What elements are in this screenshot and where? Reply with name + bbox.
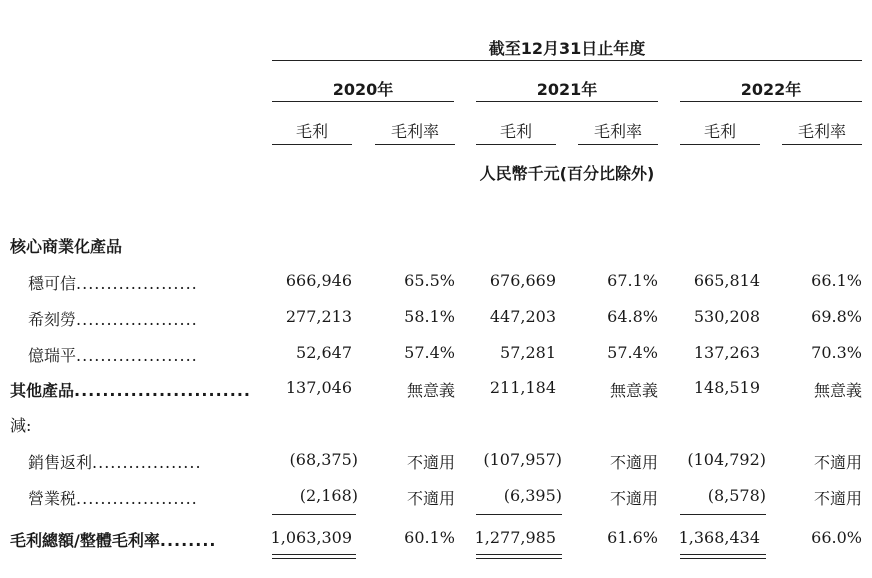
row-label: 希刻勞.................... [28,310,198,329]
table-cell: 52,647 [296,343,352,362]
row-label: 銷售返利.................. [28,453,202,472]
table-cell: 66.1% [811,271,862,290]
table-cell: 不適用 [406,489,455,508]
table-cell: 57.4% [607,343,658,362]
table-cell: 148,519 [693,378,760,397]
total-cell: 1,368,434 [678,528,760,547]
year-2021-header: 2021年 [536,80,598,99]
total-double-rule-2022 [680,554,766,559]
col-margin-2020: 毛利率 [390,122,439,141]
row-label: 其他產品......................... [10,381,251,400]
table-cell: 277,213 [285,307,352,326]
col-profit-2021-rule [476,144,556,145]
col-profit-2021: 毛利 [499,122,532,141]
table-cell: 不適用 [406,453,455,472]
table-cell: 70.3% [811,343,862,362]
table-cell: 666,946 [285,271,352,290]
table-cell: 無意義 [813,381,862,400]
table-cell: 530,208 [693,307,760,326]
table-cell: 不適用 [609,489,658,508]
total-cell: 1,277,985 [474,528,556,547]
col-profit-2020-rule [272,144,352,145]
total-double-rule-2020 [272,554,356,559]
table-cell: 無意義 [609,381,658,400]
total-cell: 61.6% [607,528,658,547]
period-header: 截至12月31日止年度 [488,39,646,58]
table-cell: 57,281 [500,343,556,362]
row-label-total: 毛利總額/整體毛利率........ [10,531,217,550]
year-2022-header: 2022年 [740,80,802,99]
col-profit-2022: 毛利 [703,122,736,141]
row-label-less: 減: [10,416,32,435]
table-cell: (68,375) [289,450,358,469]
table-cell: (107,957) [483,450,562,469]
row-label: 營業税.................... [28,489,198,508]
table-cell: (8,578) [707,486,766,505]
col-profit-2022-rule [680,144,760,145]
total-cell: 1,063,309 [270,528,352,547]
table-cell: (2,168) [299,486,358,505]
total-cell: 66.0% [811,528,862,547]
table-cell: 57.4% [404,343,455,362]
subtotal-rule-2020 [272,514,356,515]
table-cell: (6,395) [503,486,562,505]
table-cell: 不適用 [813,453,862,472]
year-2022-rule [680,101,862,102]
row-label-core-products: 核心商業化產品 [10,237,123,256]
year-2021-rule [476,101,658,102]
period-rule [272,60,862,61]
col-margin-2022-rule [782,144,862,145]
year-2020-header: 2020年 [332,80,394,99]
table-cell: 447,203 [489,307,556,326]
col-profit-2020: 毛利 [295,122,328,141]
table-cell: 137,263 [693,343,760,362]
table-cell: 665,814 [693,271,760,290]
total-double-rule-2021 [476,554,562,559]
table-cell: 58.1% [404,307,455,326]
table-cell: 不適用 [813,489,862,508]
col-margin-2022: 毛利率 [797,122,846,141]
unit-label: 人民幣千元(百分比除外) [479,164,655,183]
table-cell: 676,669 [489,271,556,290]
row-label: 穩可信.................... [28,274,198,293]
row-label: 億瑞平.................... [28,346,198,365]
col-margin-2021-rule [578,144,658,145]
col-margin-2020-rule [375,144,455,145]
table-cell: 211,184 [489,378,556,397]
subtotal-rule-2022 [680,514,766,515]
table-cell: 無意義 [406,381,455,400]
table-cell: (104,792) [687,450,766,469]
table-cell: 不適用 [609,453,658,472]
subtotal-rule-2021 [476,514,562,515]
total-cell: 60.1% [404,528,455,547]
col-margin-2021: 毛利率 [593,122,642,141]
year-2020-rule [272,101,454,102]
table-cell: 64.8% [607,307,658,326]
table-cell: 137,046 [285,378,352,397]
table-cell: 69.8% [811,307,862,326]
table-cell: 67.1% [607,271,658,290]
table-cell: 65.5% [404,271,455,290]
